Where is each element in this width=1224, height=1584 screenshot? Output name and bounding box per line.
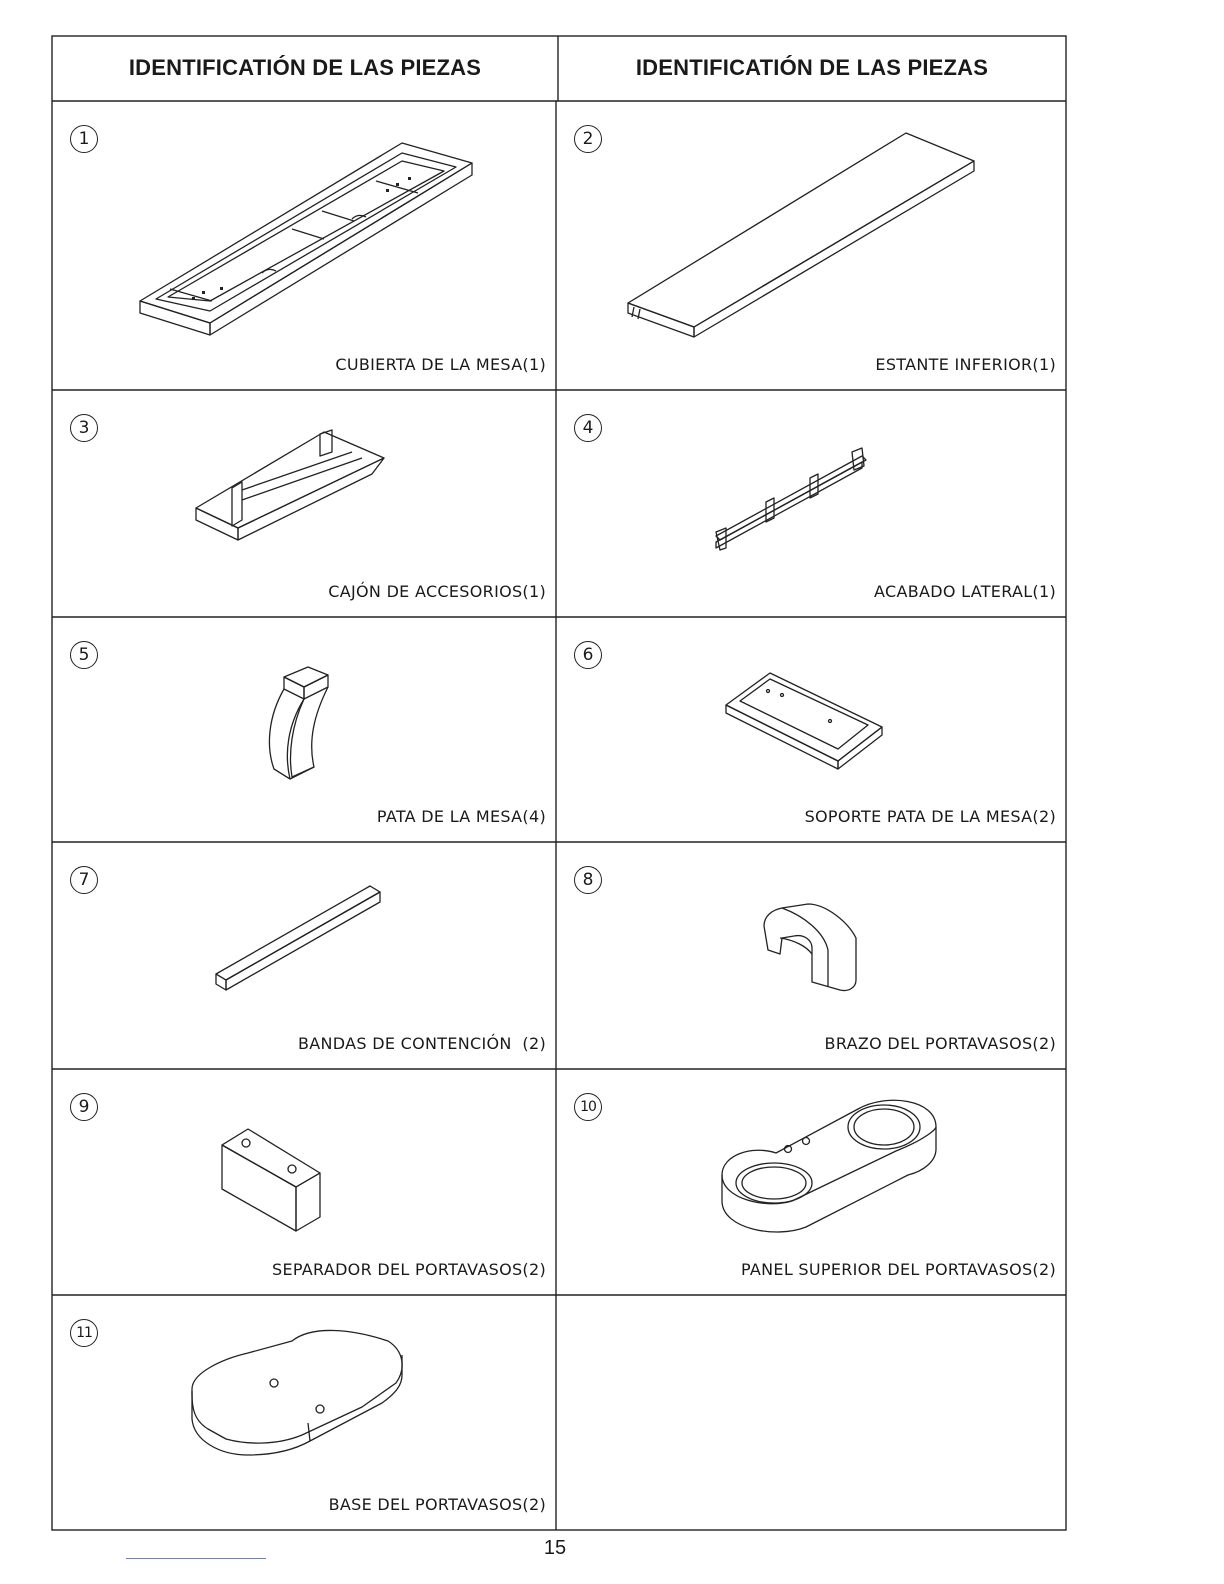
part-label: BRAZO DEL PORTAVASOS(2) (824, 1034, 1056, 1053)
part-label: ESTANTE INFERIOR(1) (875, 355, 1056, 374)
part-cell-7 (52, 842, 556, 1069)
header-left-title: IDENTIFICATIÓN DE LAS PIEZAS (128, 55, 482, 80)
part-number-badge: 1 (70, 125, 98, 153)
part-number-badge: 2 (574, 125, 602, 153)
part-number-badge: 7 (70, 866, 98, 894)
header-right-title: IDENTIFICATIÓN DE LAS PIEZAS (635, 55, 989, 80)
lower-shelf-icon (556, 101, 1066, 390)
part-cell-10 (556, 1069, 1066, 1295)
part-label: ACABADO LATERAL(1) (874, 582, 1056, 601)
part-label: SEPARADOR DEL PORTAVASOS(2) (272, 1260, 546, 1279)
page-number: 15 (543, 1537, 567, 1559)
part-label: PANEL SUPERIOR DEL PORTAVASOS(2) (740, 1260, 1056, 1279)
part-label: CUBIERTA DE LA MESA(1) (335, 355, 546, 374)
part-cell-6 (556, 617, 1066, 842)
part-label: BASE DEL PORTAVASOS(2) (328, 1495, 546, 1514)
part-number-badge: 10 (574, 1093, 602, 1121)
part-number-badge: 5 (70, 641, 98, 669)
part-cell-9 (52, 1069, 556, 1295)
footer-link-line (126, 1558, 266, 1559)
part-label: PATA DE LA MESA(4) (376, 807, 546, 826)
part-cell-8 (556, 842, 1066, 1069)
table-top-icon (52, 101, 556, 390)
part-cell-5 (52, 617, 556, 842)
part-label: BANDAS DE CONTENCIÓN (2) (297, 1034, 546, 1053)
part-number-badge: 8 (574, 866, 602, 894)
part-number-badge: 4 (574, 414, 602, 442)
part-cell-2 (556, 101, 1066, 390)
part-number-badge: 6 (574, 641, 602, 669)
part-cell-4 (556, 390, 1066, 617)
part-label: SOPORTE PATA DE LA MESA(2) (804, 807, 1056, 826)
part-cell-1 (52, 101, 556, 390)
part-number-badge: 3 (70, 414, 98, 442)
part-label: CAJÓN DE ACCESORIOS(1) (328, 582, 546, 601)
part-number-badge: 9 (70, 1093, 98, 1121)
part-cell-11 (52, 1295, 556, 1530)
part-cell-3 (52, 390, 556, 617)
part-number-badge: 11 (70, 1319, 98, 1347)
